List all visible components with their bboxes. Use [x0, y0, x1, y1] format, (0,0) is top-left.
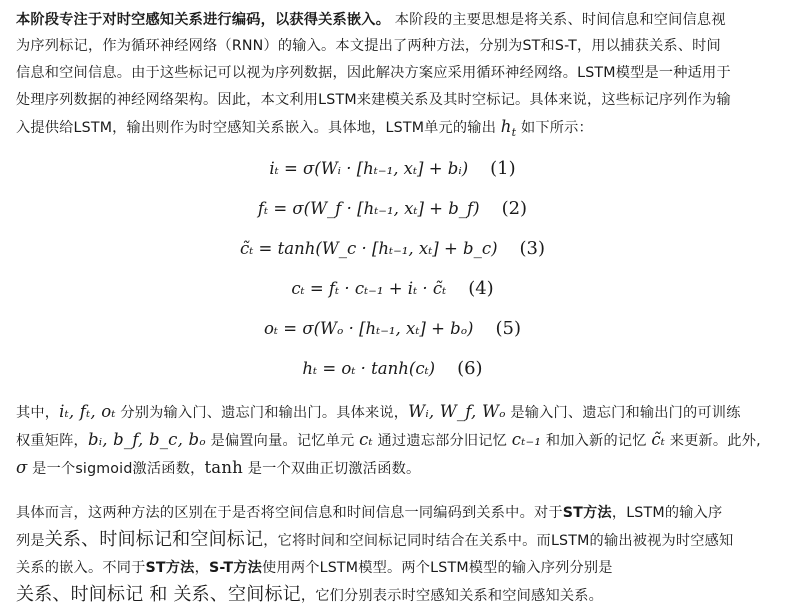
p3-line1-a: 具体而言，这两种方法的区别在于是否将空间信息和时间信息一同编码到关系中。对于 — [16, 505, 563, 521]
equation-4-body: cₜ = fₜ · cₜ₋₁ + iₜ · c̃ₜ — [291, 279, 447, 298]
p1-line2: 为序列标记，作为循环神经网络（RNN）的输入。本文提出了两种方法，分别为ST和S-T，用以捕获关系、时间 — [16, 38, 721, 54]
equation-5 — [0, 316, 785, 342]
equation-4-number: (4) — [468, 278, 494, 299]
p2-line1 — [16, 402, 741, 423]
p3-seq-spatial: 关系、空间标记 — [173, 584, 301, 605]
p2-line2-e: 来更新。此外, — [665, 433, 761, 449]
p1-line5-end: 如下所示： — [516, 120, 593, 136]
p3-line3-e: 使用两个LSTM模型。两个LSTM模型的输入序列分别是 — [262, 560, 613, 576]
p3-line3 — [16, 558, 613, 578]
math-tanh: tanh — [204, 458, 243, 477]
p1-line4: 处理序列数据的神经网络架构。因此，本文利用LSTM来建模关系及其时空标记。具体来说，这些标记序列作为输 — [16, 92, 731, 108]
p2-line3-b: 是一个双曲正切激活函数。 — [243, 461, 421, 477]
equation-2-body: fₜ = σ(W_f · [hₜ₋₁, xₜ] + b_f) — [257, 199, 480, 218]
p3-and: 和 — [143, 584, 174, 605]
p3-line1-c: ，LSTM的输入序 — [611, 505, 723, 521]
p1-bold-intro: 本阶段专注于对时空感知关系进行编码，以获得关系嵌入。 — [16, 12, 391, 28]
p3-line2-a: 列是 — [16, 533, 45, 549]
equation-3-body: c̃ₜ = tanh(W_c · [hₜ₋₁, xₜ] + b_c) — [239, 239, 498, 258]
p2-line1-b: 分别为输入门、遗忘门和输出门。具体来说， — [115, 405, 409, 421]
p3-line4 — [16, 585, 603, 606]
p2-line2-b: 是偏置向量。记忆单元 — [205, 433, 360, 449]
equation-3 — [0, 236, 785, 262]
p3-line3-a: 关系的嵌入。不同于 — [16, 560, 146, 576]
math-ct: cₜ — [359, 430, 373, 449]
equation-1-body: iₜ = σ(Wᵢ · [hₜ₋₁, xₜ] + bᵢ) — [269, 159, 469, 178]
p3-s-t-method: S-T方法 — [208, 560, 263, 576]
p1-line5 — [16, 117, 593, 143]
equation-2-number: (2) — [501, 198, 528, 219]
p1-line3: 信息和空间信息。由于这些标记可以视为序列数据，因此解决方案应采用循环神经网络。LSTM模型是一种适用于 — [16, 65, 731, 81]
p1-line5-text: 入提供给LSTM，输出则作为时空感知关系嵌入。具体地，LSTM单元的输出 — [16, 120, 501, 136]
p1-line1-text: 本阶段的主要思想是将关系、时间信息和空间信息视 — [390, 12, 726, 28]
p2-line2 — [16, 430, 761, 451]
p1-line1 — [16, 10, 726, 30]
equation-2 — [0, 196, 785, 222]
equation-1-number: (1) — [490, 158, 516, 179]
p3-line1 — [16, 503, 722, 523]
math-h-sub: t — [511, 125, 517, 139]
p3-st-method: ST方法 — [562, 505, 612, 521]
equation-6 — [0, 356, 785, 382]
math-ct-prev: cₜ₋₁ — [511, 430, 542, 449]
p2-line1-a: 其中， — [16, 405, 60, 421]
equation-4 — [0, 276, 785, 302]
math-weights: Wᵢ, W_f, Wₒ — [408, 402, 506, 421]
p2-line2-d: 和加入新的记忆 — [541, 433, 652, 449]
math-sigma: σ — [16, 458, 28, 477]
p2-line3-a: 是一个sigmoid激活函数， — [27, 461, 205, 477]
p2-line2-c: 通过遗忘部分旧记忆 — [372, 433, 512, 449]
math-h: h — [500, 117, 512, 136]
math-biases: bᵢ, b_f, b_c, bₒ — [87, 430, 206, 449]
p3-st-method-2: ST方法 — [145, 560, 195, 576]
p3-token-seq: 关系、时间标记和空间标记 — [44, 529, 264, 550]
p3-line2-b: ，它将时间和空间标记同时结合在关系中。而LSTM的输出被视为时空感知 — [263, 533, 734, 549]
p2-line3 — [16, 458, 420, 479]
p3-line4-b: ，它们分别表示时空感知关系和空间感知关系。 — [300, 588, 603, 604]
p3-line2 — [16, 530, 733, 551]
math-ct-tilde: c̃ₜ — [651, 430, 666, 449]
equation-5-body: oₜ = σ(Wₒ · [hₜ₋₁, xₜ] + bₒ) — [264, 319, 474, 338]
p2-line2-a: 权重矩阵， — [16, 433, 88, 449]
equation-5-number: (5) — [495, 318, 521, 339]
p3-line3-c: ， — [194, 560, 209, 576]
equation-1 — [0, 156, 785, 182]
p3-seq-temporal: 关系、时间标记 — [16, 584, 144, 605]
equation-3-number: (3) — [519, 238, 546, 259]
equation-6-number: (6) — [457, 358, 483, 379]
math-gates: iₜ, fₜ, oₜ — [59, 402, 116, 421]
equation-6-body: hₜ = oₜ · tanh(cₜ) — [302, 359, 436, 378]
p2-line1-c: 是输入门、遗忘门和输出门的可训练 — [505, 405, 741, 421]
